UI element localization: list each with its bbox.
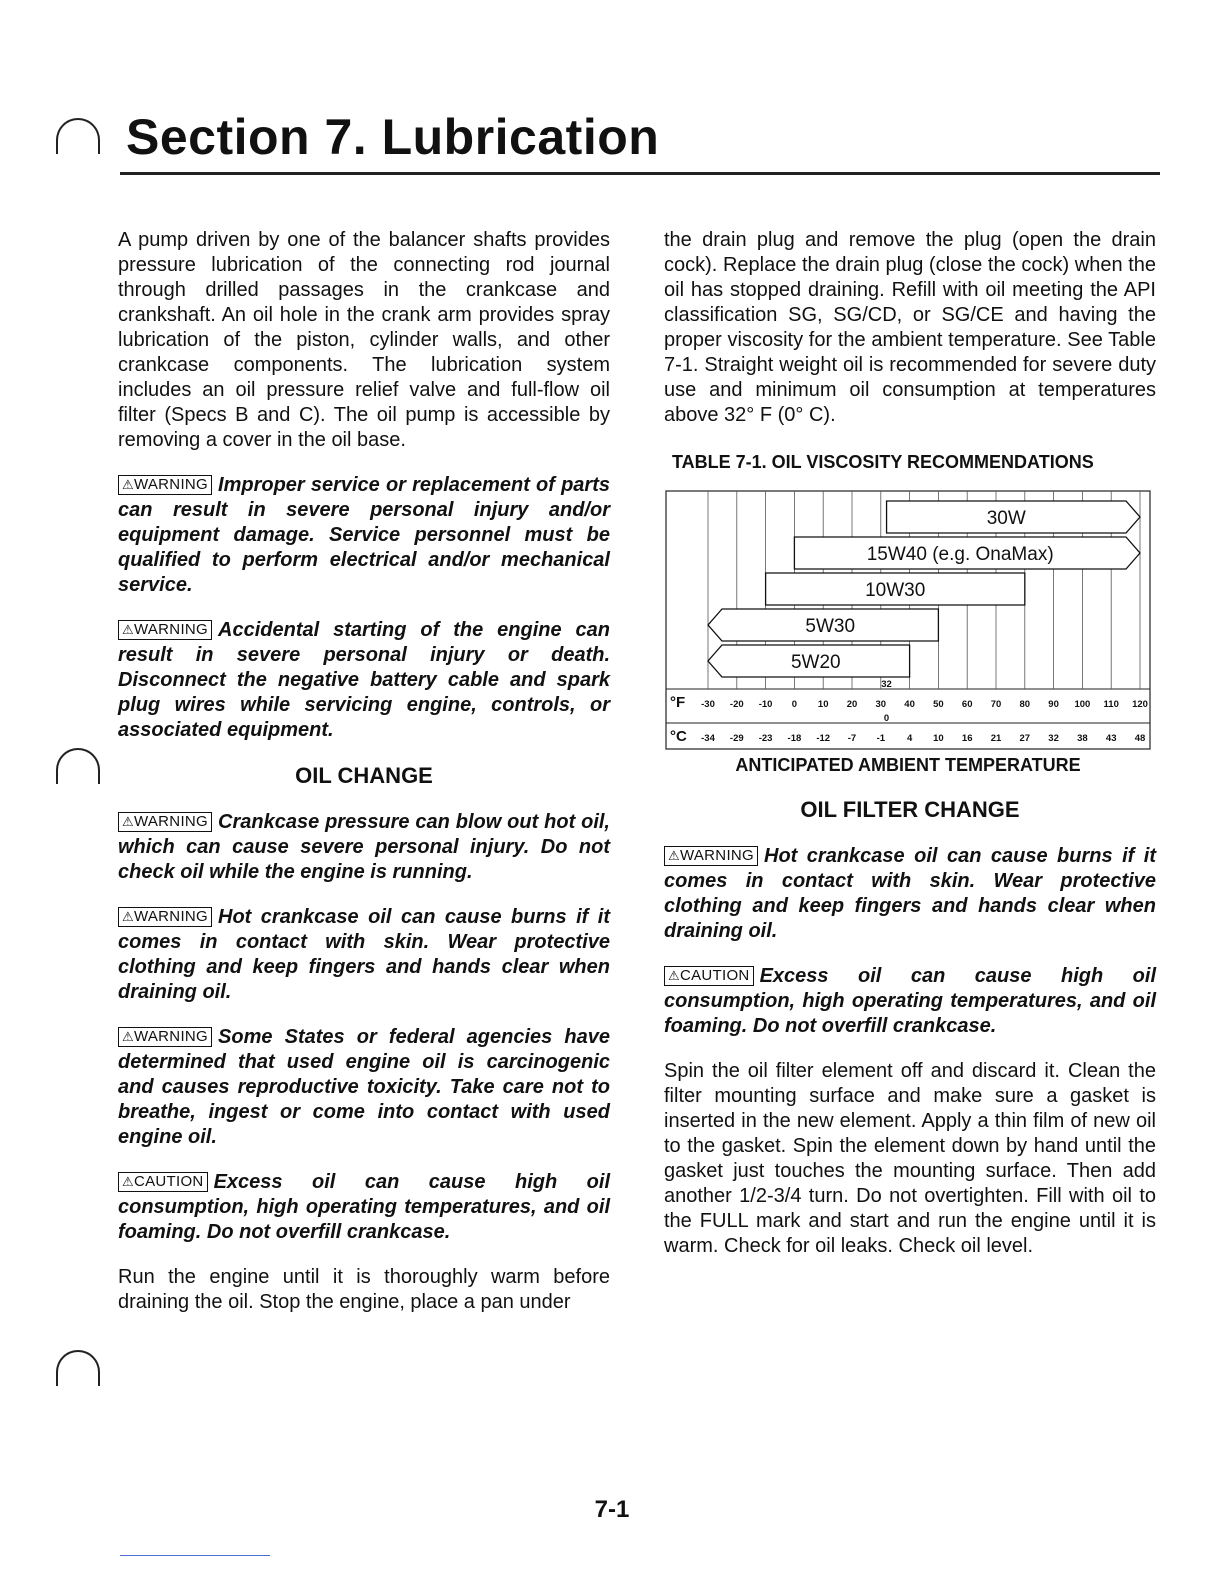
celsius-tick-label: 21 xyxy=(990,733,1002,744)
caution-excess-oil: ⚠CAUTION Excess oil can cause high oil consumption, high operating temperatures, and oil foaming. Do not overfill crankcase. xyxy=(118,1171,610,1243)
fahrenheit-tick-label: 70 xyxy=(990,699,1002,710)
margin-mark-bottom xyxy=(56,1350,100,1386)
warning-triangle-icon: ⚠ xyxy=(122,814,134,829)
caution-badge: ⚠CAUTION xyxy=(118,1172,208,1192)
warning-triangle-icon: ⚠ xyxy=(668,848,680,863)
fahrenheit-tick-label: 0 xyxy=(791,699,798,710)
chart-axis-title: ANTICIPATED AMBIENT TEMPERATURE xyxy=(735,755,1081,775)
celsius-tick-label: 48 xyxy=(1134,733,1146,744)
warning-badge: ⚠WARNING xyxy=(118,907,212,927)
fahrenheit-tick-label: -10 xyxy=(758,699,773,710)
warning-hot-oil: ⚠WARNING Hot crankcase oil can cause burns if it comes in contact with skin. Wear protective clothing and keep fingers and hands clear when draining oil. xyxy=(118,906,610,1003)
warning-used-oil: ⚠WARNING Some States or federal agencies have determined that used engine oil is carcinogenic and causes reproductive toxicity. Take care not to breathe, ingest or come into contact with used engine oil. xyxy=(118,1026,610,1148)
warning-crankcase-pressure: ⚠WARNING Crankcase pressure can blow out hot oil, which can cause severe personal injury. Do not check oil while the engine is running. xyxy=(118,811,610,883)
celsius-tick-label: 10 xyxy=(933,733,944,744)
page-number: 7-1 xyxy=(594,1496,630,1523)
warning-triangle-icon: ⚠ xyxy=(122,1029,134,1044)
fahrenheit-tick-label: 120 xyxy=(1132,699,1148,710)
fahrenheit-tick-label: -30 xyxy=(701,699,715,710)
fahrenheit-tick-label: 50 xyxy=(933,699,944,710)
freezing-marker-c: 0 xyxy=(883,713,890,724)
celsius-tick-label: -23 xyxy=(758,733,773,744)
celsius-tick-label: -7 xyxy=(847,733,857,744)
celsius-tick-label: 32 xyxy=(1048,733,1059,744)
fahrenheit-tick-label: 80 xyxy=(1019,699,1031,710)
fahrenheit-tick-label: 90 xyxy=(1048,699,1059,710)
fahrenheit-tick-label: -20 xyxy=(729,699,744,710)
fahrenheit-tick-label: 30 xyxy=(875,699,887,710)
celsius-tick-label: 4 xyxy=(906,733,913,744)
fahrenheit-tick-label: 20 xyxy=(846,699,858,710)
warning-badge: ⚠WARNING xyxy=(118,475,212,495)
warning-triangle-icon: ⚠ xyxy=(122,622,134,637)
left-column xyxy=(118,228,610,1335)
celsius-tick-label: 27 xyxy=(1019,733,1031,744)
viscosity-chart xyxy=(664,489,1152,779)
caution-badge: ⚠CAUTION xyxy=(664,966,754,986)
fahrenheit-tick-label: 100 xyxy=(1074,699,1091,710)
warning-accidental-start: ⚠WARNING Accidental starting of the engine can result in severe personal injury or death. Disconnect the negative battery cable and spark plug wires while servicing engine, controls, or associated equipment. xyxy=(118,619,610,741)
celsius-tick-label: -34 xyxy=(701,733,715,744)
warning-filter-hot-oil: ⚠WARNING Hot crankcase oil can cause burns if it comes in contact with skin. Wear protective clothing and keep fingers and hands clear when draining oil. xyxy=(664,845,1156,942)
warning-badge: ⚠WARNING xyxy=(118,812,212,832)
margin-mark-top xyxy=(56,118,100,154)
page-title: Section 7. Lubrication xyxy=(126,109,660,165)
fahrenheit-label: °F xyxy=(670,694,686,711)
celsius-tick-label: 43 xyxy=(1105,733,1117,744)
warning-badge: ⚠WARNING xyxy=(664,846,758,866)
right-column xyxy=(664,228,1156,1279)
celsius-label: °C xyxy=(670,728,687,745)
table-caption: TABLE 7-1. OIL VISCOSITY RECOMMENDATIONS xyxy=(672,452,1094,472)
oil-change-heading: OIL CHANGE xyxy=(295,763,433,788)
viscosity-bar-label: 30W xyxy=(986,508,1026,529)
warning-triangle-icon: ⚠ xyxy=(122,909,134,924)
filter-procedure-paragraph: Spin the oil filter element off and discard it. Clean the filter mounting surface and make sure a gasket is inserted in the new element. Apply a thin film of new oil to the gasket. Spin the element down by hand until the gasket just touches the mounting surface. Then add another 1/2-3/4 turn. Do not overtighten. Fill with oil to the FULL mark and start and run the engine until it is warm. Check for oil leaks. Check oil level. xyxy=(664,1060,1156,1257)
oil-filter-heading: OIL FILTER CHANGE xyxy=(800,797,1020,822)
refill-paragraph: the drain plug and remove the plug (open the drain cock). Replace the drain plug (close the cock) when the oil has stopped draining. Refill with oil meeting the API classification SG, SG/CD, or SG/CE and having the proper viscosity for the ambient temperature. See Table 7-1. Straight weight oil is recommended for severe duty use and minimum oil consumption at temperatures above 32° F (0° C). xyxy=(664,229,1156,426)
viscosity-bar-label: 10W30 xyxy=(865,580,926,601)
title-rule xyxy=(120,172,1160,175)
viscosity-bar-label: 5W30 xyxy=(805,616,856,637)
warning-triangle-icon: ⚠ xyxy=(668,968,680,983)
bottom-rule xyxy=(120,1555,270,1556)
warning-badge: ⚠WARNING xyxy=(118,620,212,640)
celsius-tick-label: -18 xyxy=(787,733,802,744)
viscosity-chart-svg xyxy=(664,489,1152,751)
drain-paragraph: Run the engine until it is thoroughly warm before draining the oil. Stop the engine, place a pan under xyxy=(118,1266,610,1313)
celsius-tick-label: -12 xyxy=(816,733,831,744)
viscosity-bar-label: 5W20 xyxy=(790,652,841,673)
fahrenheit-tick-label: 60 xyxy=(961,699,973,710)
warning-service: ⚠WARNING Improper service or replacement of parts can result in severe personal injury and/or equipment damage. Service personnel must be qualified to perform electrical and/or mechanical service. xyxy=(118,474,610,596)
warning-triangle-icon: ⚠ xyxy=(122,1174,134,1189)
intro-paragraph: A pump driven by one of the balancer shafts provides pressure lubrication of the connecting rod journal through drilled passages in the crankcase and crankshaft. An oil hole in the crank arm provides spray lubrication of the piston, cylinder walls, and other crankcase components. The lubrication system includes an oil pressure relief valve and full-flow oil filter (Specs B and C). The oil pump is accessible by removing a cover in the oil base. xyxy=(118,229,610,451)
fahrenheit-tick-label: 110 xyxy=(1103,699,1119,710)
warning-badge: ⚠WARNING xyxy=(118,1027,212,1047)
warning-triangle-icon: ⚠ xyxy=(122,477,134,492)
fahrenheit-tick-label: 10 xyxy=(817,699,829,710)
celsius-tick-label: -1 xyxy=(876,733,886,744)
margin-mark-middle xyxy=(56,748,100,784)
viscosity-bar-label: 15W40 (e.g. OnaMax) xyxy=(866,544,1054,565)
fahrenheit-tick-label: 40 xyxy=(904,699,915,710)
celsius-tick-label: 16 xyxy=(961,733,973,744)
celsius-tick-label: -29 xyxy=(729,733,744,744)
caution-filter-excess-oil: ⚠CAUTION Excess oil can cause high oil consumption, high operating temperatures, and oil foaming. Do not overfill crankcase. xyxy=(664,965,1156,1037)
celsius-tick-label: 38 xyxy=(1077,733,1088,744)
freezing-marker-f: 32 xyxy=(881,679,892,690)
